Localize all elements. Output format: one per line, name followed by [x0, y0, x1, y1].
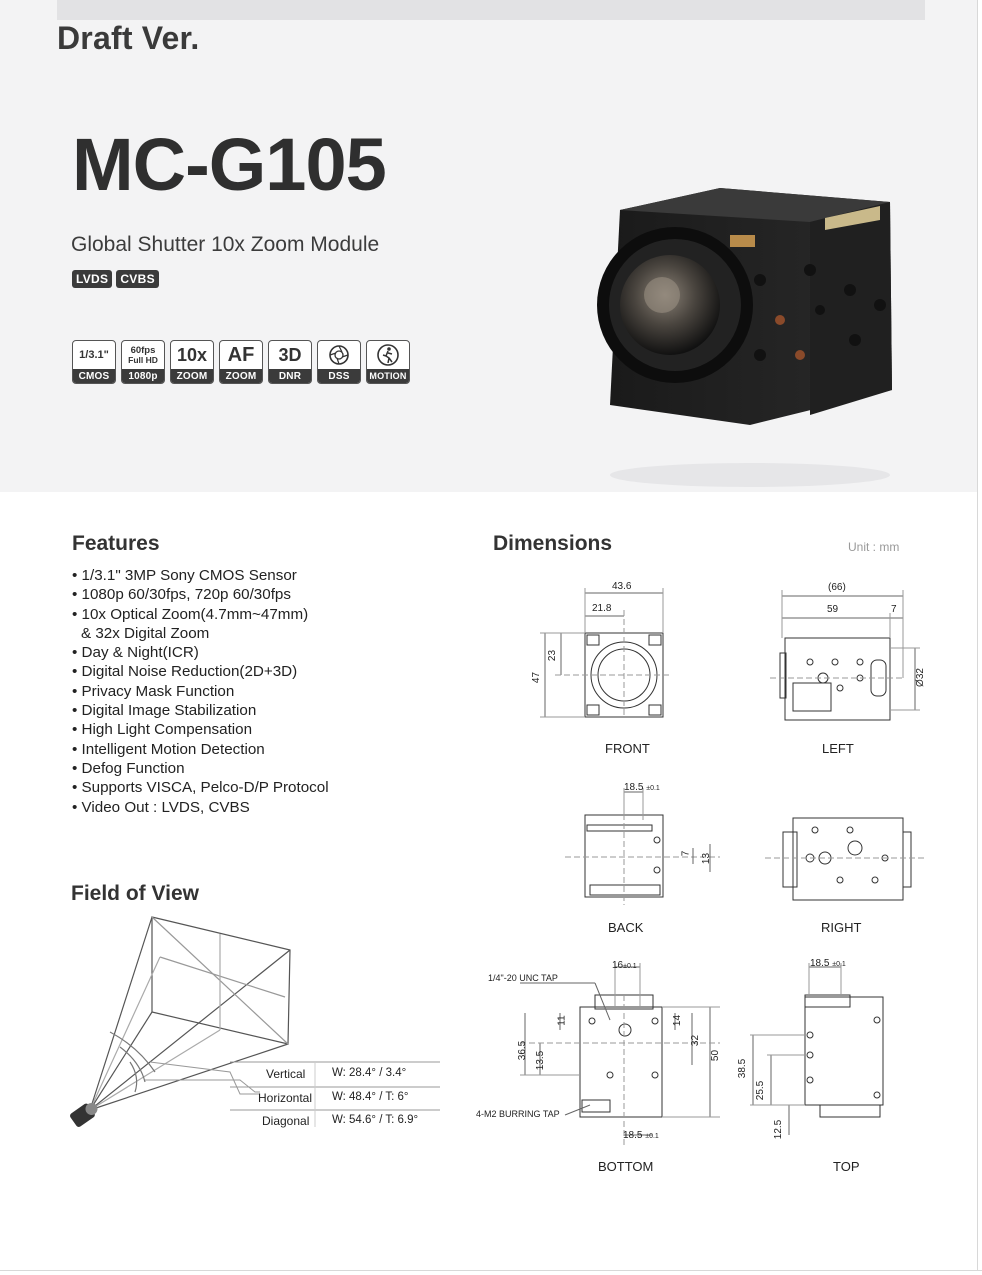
page-edge-bottom	[0, 1270, 982, 1275]
bottom-burring-note: 4-M2 BURRING TAP	[476, 1109, 560, 1119]
list-item: • 1080p 60/30fps, 720p 60/30fps	[72, 586, 291, 604]
tolerance: ±0.1	[623, 963, 637, 970]
fov-diagonal-label: Diagonal	[262, 1114, 310, 1128]
top-bar	[57, 0, 925, 20]
fov-diagram	[60, 912, 440, 1142]
bottom-tap-note: 1/4"-20 UNC TAP	[488, 973, 558, 983]
fullhd-icon	[122, 341, 164, 369]
motion-icon	[367, 341, 409, 369]
badge-dnr	[268, 340, 312, 384]
front-half-width: 21.8	[592, 603, 612, 614]
badge-motion	[366, 340, 410, 384]
model-title: MC-G105	[72, 123, 386, 206]
page-edge	[977, 0, 982, 1274]
tolerance: ±0.1	[645, 1133, 659, 1140]
sensor-size-icon: 1/3.1"	[79, 348, 109, 361]
badge-dss	[317, 340, 361, 384]
list-item: • Defog Function	[72, 759, 185, 777]
bottom-label: BOTTOM	[598, 1159, 654, 1174]
front-width: 43.6	[612, 581, 632, 592]
bottom-h6: 50	[710, 1049, 722, 1062]
badge-fullhd	[121, 340, 165, 384]
badge-sensor	[72, 340, 116, 384]
badge-label: DNR	[269, 369, 311, 383]
left-diameter: Ø32	[914, 668, 926, 687]
back-width-value: 18.5	[624, 782, 644, 793]
badge-zoom	[170, 340, 214, 384]
list-item: • Digital Image Stabilization	[72, 702, 257, 720]
front-height: 47	[531, 671, 543, 684]
dnr-icon: 3D	[278, 345, 302, 365]
top-width	[810, 958, 846, 969]
shutter-icon	[318, 341, 360, 369]
list-item: • Day & Night(ICR)	[72, 644, 199, 662]
bottom-h4: 14	[672, 1014, 684, 1027]
right-label: RIGHT	[821, 920, 862, 935]
top-width-value: 18.5	[810, 958, 830, 969]
model-subtitle: Global Shutter 10x Zoom Module	[71, 233, 380, 256]
badge-label: ZOOM	[171, 369, 213, 383]
camera-module-image	[580, 180, 910, 490]
features-list	[72, 566, 329, 817]
list-item: • Intelligent Motion Detection	[72, 740, 265, 758]
bottom-h1: 36.5	[517, 1040, 529, 1061]
unit-label: Unit : mm	[848, 540, 900, 554]
bottom-top-width-value: 16	[612, 960, 624, 971]
fov-diagonal-value: W: 54.6° / T: 6.9°	[332, 1114, 419, 1126]
output-tags	[72, 270, 159, 288]
fov-horizontal-value: W: 48.4° / T: 6°	[332, 1091, 409, 1103]
top-label: TOP	[833, 1159, 860, 1174]
bottom-h3: 11	[556, 1015, 568, 1026]
features-heading: Features	[72, 532, 160, 555]
right-view-drawing	[765, 818, 925, 900]
list-item: • 1/3.1" 3MP Sony CMOS Sensor	[72, 567, 297, 584]
top-view-drawing	[750, 963, 883, 1135]
feature-badges	[72, 340, 410, 384]
tag-lvds: LVDS	[72, 270, 112, 288]
bottom-h2: 13.5	[535, 1050, 547, 1071]
left-width: 59	[827, 604, 839, 615]
list-item: • Digital Noise Reduction(2D+3D)	[72, 663, 298, 681]
back-label: BACK	[608, 920, 644, 935]
badge-fullhd-text: Full HD	[128, 354, 158, 365]
list-item: • Supports VISCA, Pelco-D/P Protocol	[72, 779, 329, 797]
left-label: LEFT	[822, 741, 854, 756]
front-half-height: 23	[547, 649, 559, 662]
back-tolerance: ±0.1	[646, 785, 660, 792]
fov-vertical-label: Vertical	[266, 1067, 306, 1081]
badge-label: MOTION	[367, 369, 409, 383]
top-h2: 25.5	[755, 1080, 767, 1101]
back-view-drawing	[565, 788, 720, 905]
top-h1: 38.5	[737, 1058, 749, 1079]
badge-label: 1080p	[122, 369, 164, 383]
fov-heading: Field of View	[71, 882, 199, 905]
optical-zoom-icon: 10x	[176, 345, 208, 365]
bottom-bot-width	[623, 1130, 659, 1141]
badge-label: ZOOM	[220, 369, 262, 383]
bottom-bot-width-value: 18.5	[623, 1130, 643, 1141]
badge-af	[219, 340, 263, 384]
autofocus-icon: AF	[227, 344, 255, 366]
badge-fps: 60fps	[130, 345, 156, 356]
dimensions-heading: Dimensions	[493, 532, 613, 555]
back-width	[624, 782, 660, 793]
top-h3: 12.5	[773, 1119, 785, 1140]
list-item: & 32x Digital Zoom	[81, 624, 210, 642]
fov-horizontal-label: Horizontal	[258, 1091, 313, 1105]
list-item: • Video Out : LVDS, CVBS	[72, 798, 250, 816]
front-label: FRONT	[605, 741, 650, 756]
back-height: 13	[701, 852, 713, 865]
list-item: • Privacy Mask Function	[72, 682, 235, 700]
bottom-h5: 32	[690, 1034, 702, 1047]
bottom-top-width	[612, 960, 637, 971]
left-total: (66)	[828, 582, 846, 593]
list-item: • High Light Compensation	[72, 721, 253, 739]
badge-label: CMOS	[73, 369, 115, 383]
draft-label: Draft Ver.	[57, 20, 200, 56]
tolerance: ±0.1	[832, 961, 846, 968]
badge-label: DSS	[318, 369, 360, 383]
left-view-drawing	[770, 590, 920, 720]
fov-vertical-value: W: 28.4° / 3.4°	[332, 1067, 407, 1079]
tag-cvbs: CVBS	[116, 270, 159, 288]
back-offset: 7	[680, 850, 692, 857]
left-width-2: 7	[891, 604, 897, 615]
list-item: • 10x Optical Zoom(4.7mm~47mm)	[72, 605, 309, 623]
